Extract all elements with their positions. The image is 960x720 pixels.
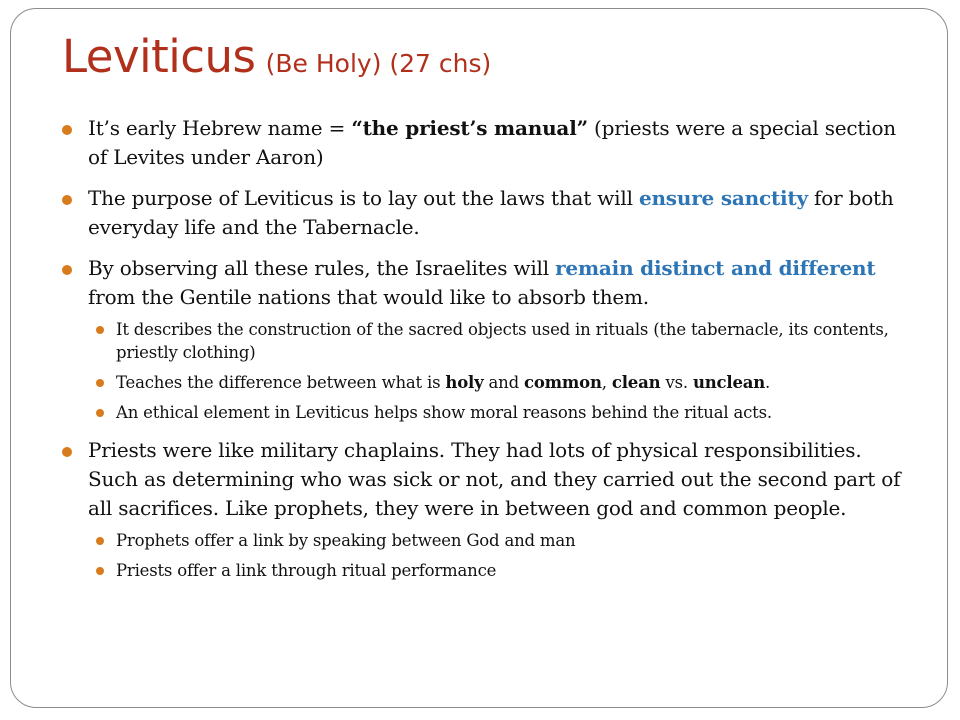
- sub-bullet-item: [88, 318, 902, 364]
- bullet-1-text: It’s early Hebrew name =: [88, 116, 352, 140]
- sub-bullet-item: [88, 371, 902, 394]
- sub-bullet-list: [88, 318, 902, 424]
- bullet-2-highlight: ensure sanctity: [638, 186, 808, 210]
- bullet-4-text: Priests were like military chaplains. They had lots of physical responsibilities. Such as determining who was sick or not, and they carried out the second part of all sacrifices. Like prophets, they were in between god and common people.: [88, 438, 901, 520]
- sub-bullet-item: [88, 401, 902, 424]
- term-clean: clean: [611, 373, 661, 392]
- term-unclean: unclean: [692, 373, 766, 392]
- term-common: common: [524, 373, 602, 392]
- bullet-item-1: [62, 114, 902, 172]
- bullet-2-text: The purpose of Leviticus is to lay out the laws that will: [88, 186, 639, 210]
- bullet-3-text: By observing all these rules, the Israelites will: [88, 256, 556, 280]
- sub-bullet-text: Prophets offer a link by speaking between God and man: [116, 531, 576, 550]
- term-holy: holy: [445, 373, 484, 392]
- sub-bullet-text: Priests offer a link through ritual performance: [116, 561, 497, 580]
- title-main: Leviticus: [62, 30, 256, 83]
- sub-bullet-text: It describes the construction of the sacred objects used in rituals (the tabernacle, its contents, priestly clothing): [116, 320, 889, 362]
- sub-bullet-list: [88, 529, 902, 582]
- slide-title: [62, 30, 491, 83]
- sub-bullet-item: [88, 559, 902, 582]
- sub-bullet-text: and: [483, 373, 525, 392]
- bullet-2-post: for both everyday life and the Tabernacle.: [88, 186, 894, 239]
- sub-bullet-text: .: [765, 373, 771, 392]
- bullet-1-post: (priests were a special section of Levites under Aaron): [88, 116, 896, 169]
- bullet-item-4: [62, 436, 902, 582]
- bullet-list: [62, 114, 902, 582]
- sub-bullet-text: vs.: [660, 373, 693, 392]
- title-subtitle: (Be Holy) (27 chs): [265, 49, 492, 78]
- bullet-item-3: [62, 254, 902, 424]
- bullet-3-highlight: remain distinct and different: [555, 256, 876, 280]
- sub-bullet-text: Teaches the difference between what is: [116, 373, 446, 392]
- sub-bullet-text: ,: [601, 373, 612, 392]
- sub-bullet-text: An ethical element in Leviticus helps show moral reasons behind the ritual acts.: [116, 403, 772, 422]
- bullet-1-bold: “the priest’s manual”: [351, 116, 588, 140]
- bullet-3-post: from the Gentile nations that would like to absorb them.: [88, 285, 649, 309]
- slide-content: [62, 114, 902, 594]
- sub-bullet-item: [88, 529, 902, 552]
- bullet-item-2: [62, 184, 902, 242]
